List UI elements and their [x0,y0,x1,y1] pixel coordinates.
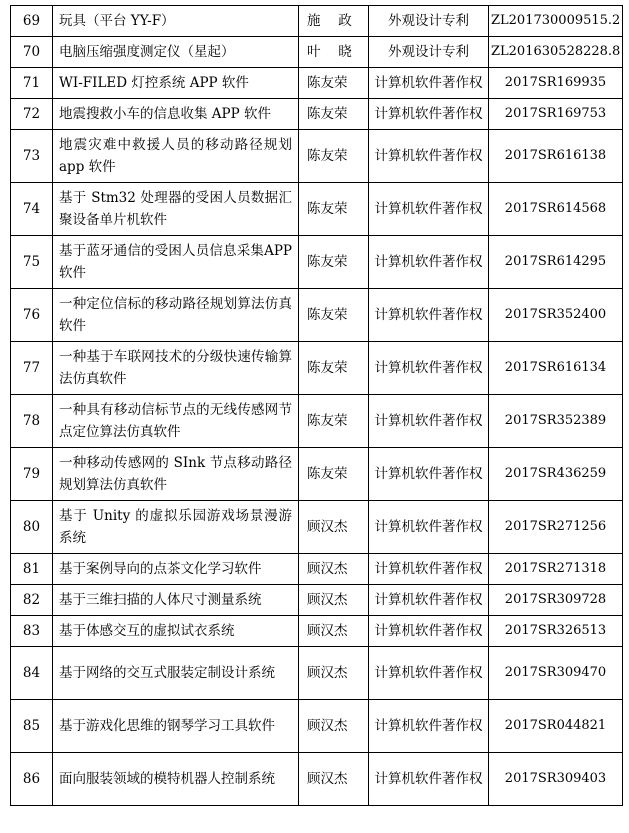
work-name-cell: 地震搜救小车的信息收集 APP 软件 [53,99,299,130]
ip-type-cell: 计算机软件著作权 [369,289,489,342]
work-name-cell: 地震灾难中救援人员的移动路径规划 app 软件 [53,130,299,183]
table-row [11,130,623,183]
person-cell: 顾汉杰 [299,700,369,753]
row-number-cell: 80 [11,501,53,554]
row-number-cell: 72 [11,99,53,130]
registration-number-cell: 2017SR309470 [489,647,623,700]
ip-type-cell: 计算机软件著作权 [369,647,489,700]
row-number-cell: 77 [11,342,53,395]
ip-type-cell: 计算机软件著作权 [369,501,489,554]
person-cell: 顾汉杰 [299,616,369,647]
registration-number-cell: 2017SR309403 [489,753,623,806]
table-row [11,448,623,501]
registration-number-cell: 2017SR044821 [489,700,623,753]
table-row [11,753,623,806]
table-row [11,99,623,130]
person-cell: 施 政 [299,6,369,37]
table-row [11,700,623,753]
person-cell: 陈友荣 [299,236,369,289]
registration-number-cell: 2017SR614568 [489,183,623,236]
person-cell: 陈友荣 [299,68,369,99]
ip-type-cell: 计算机软件著作权 [369,554,489,585]
row-number-cell: 74 [11,183,53,236]
row-number-cell: 76 [11,289,53,342]
registration-number-cell: 2017SR352400 [489,289,623,342]
table-row [11,183,623,236]
work-name-cell: 基于 Unity 的虚拟乐园游戏场景漫游系统 [53,501,299,554]
work-name-cell: 电脑压缩强度测定仪（星起） [53,37,299,68]
table-row [11,236,623,289]
row-number-cell: 84 [11,647,53,700]
row-number-cell: 81 [11,554,53,585]
work-name-cell: 基于蓝牙通信的受困人员信息采集APP 软件 [53,236,299,289]
person-cell: 陈友荣 [299,289,369,342]
ip-type-cell: 外观设计专利 [369,6,489,37]
row-number-cell: 70 [11,37,53,68]
work-name-cell: WI-FILED 灯控系统 APP 软件 [53,68,299,99]
row-number-cell: 78 [11,395,53,448]
registration-number-cell: 2017SR352389 [489,395,623,448]
ip-type-cell: 计算机软件著作权 [369,130,489,183]
registration-number-cell: 2017SR614295 [489,236,623,289]
ip-type-cell: 计算机软件著作权 [369,395,489,448]
row-number-cell: 82 [11,585,53,616]
person-cell: 陈友荣 [299,395,369,448]
ip-type-cell: 计算机软件著作权 [369,753,489,806]
person-cell: 顾汉杰 [299,554,369,585]
registration-number-cell: 2017SR169935 [489,68,623,99]
table-row [11,585,623,616]
ip-type-cell: 计算机软件著作权 [369,585,489,616]
row-number-cell: 69 [11,6,53,37]
row-number-cell: 71 [11,68,53,99]
ip-type-cell: 计算机软件著作权 [369,68,489,99]
table-row [11,554,623,585]
row-number-cell: 73 [11,130,53,183]
registration-number-cell: 2017SR436259 [489,448,623,501]
row-number-cell: 75 [11,236,53,289]
person-cell: 顾汉杰 [299,501,369,554]
work-name-cell: 基于 Stm32 处理器的受困人员数据汇聚设备单片机软件 [53,183,299,236]
person-cell: 陈友荣 [299,99,369,130]
work-name-cell: 一种基于车联网技术的分级快速传输算法仿真软件 [53,342,299,395]
registration-number-cell: ZL201730009515.2 [489,6,623,37]
row-number-cell: 83 [11,616,53,647]
table-row [11,501,623,554]
ip-type-cell: 计算机软件著作权 [369,616,489,647]
table-row [11,289,623,342]
work-name-cell: 面向服装领域的模特机器人控制系统 [53,753,299,806]
registration-number-cell: 2017SR616134 [489,342,623,395]
work-name-cell: 玩具（平台 YY-F） [53,6,299,37]
work-name-cell: 一种移动传感网的 SInk 节点移动路径规划算法仿真软件 [53,448,299,501]
ip-type-cell: 计算机软件著作权 [369,342,489,395]
person-cell: 顾汉杰 [299,647,369,700]
person-cell: 陈友荣 [299,183,369,236]
results-table [10,5,623,806]
table-row [11,395,623,448]
table-row [11,342,623,395]
table-row [11,37,623,68]
table-body [11,6,623,806]
registration-number-cell: 2017SR616138 [489,130,623,183]
work-name-cell: 基于体感交互的虚拟试衣系统 [53,616,299,647]
person-cell: 顾汉杰 [299,753,369,806]
person-cell: 顾汉杰 [299,585,369,616]
ip-type-cell: 外观设计专利 [369,37,489,68]
work-name-cell: 基于三维扫描的人体尺寸测量系统 [53,585,299,616]
registration-number-cell: 2017SR169753 [489,99,623,130]
work-name-cell: 基于案例导向的点茶文化学习软件 [53,554,299,585]
work-name-cell: 基于网络的交互式服装定制设计系统 [53,647,299,700]
work-name-cell: 基于游戏化思维的钢琴学习工具软件 [53,700,299,753]
table-row [11,68,623,99]
ip-type-cell: 计算机软件著作权 [369,99,489,130]
registration-number-cell: 2017SR271256 [489,501,623,554]
ip-type-cell: 计算机软件著作权 [369,183,489,236]
person-cell: 陈友荣 [299,130,369,183]
work-name-cell: 一种定位信标的移动路径规划算法仿真软件 [53,289,299,342]
person-cell: 陈友荣 [299,448,369,501]
row-number-cell: 86 [11,753,53,806]
registration-number-cell: ZL201630528228.8 [489,37,623,68]
row-number-cell: 85 [11,700,53,753]
work-name-cell: 一种具有移动信标节点的无线传感网节点定位算法仿真软件 [53,395,299,448]
ip-type-cell: 计算机软件著作权 [369,236,489,289]
row-number-cell: 79 [11,448,53,501]
registration-number-cell: 2017SR326513 [489,616,623,647]
ip-type-cell: 计算机软件著作权 [369,448,489,501]
registration-number-cell: 2017SR309728 [489,585,623,616]
table-row [11,616,623,647]
person-cell: 陈友荣 [299,342,369,395]
table-row [11,647,623,700]
registration-number-cell: 2017SR271318 [489,554,623,585]
ip-type-cell: 计算机软件著作权 [369,700,489,753]
table-row [11,6,623,37]
person-cell: 叶 晓 [299,37,369,68]
